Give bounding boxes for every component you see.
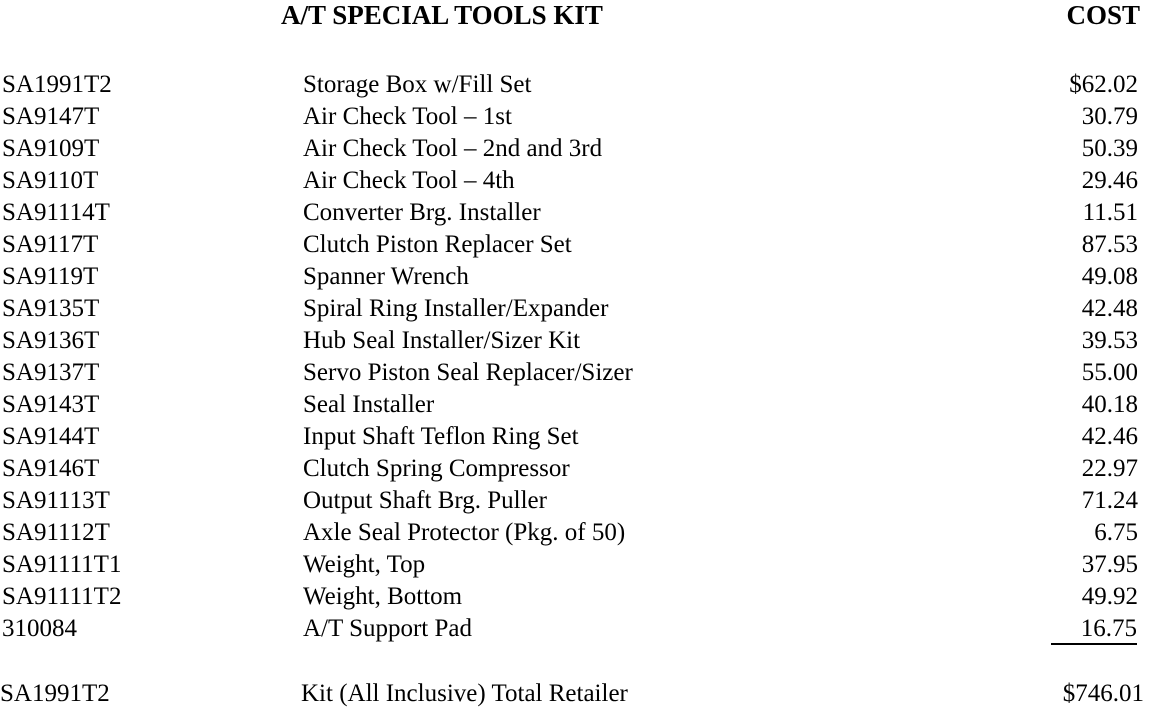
list-item — [0, 229, 1152, 261]
part-number: SA9110T — [2, 167, 99, 194]
list-item — [0, 101, 1152, 133]
kit-part-number: SA1991T2 — [0, 680, 110, 707]
kit-total-description: Kit (All Inclusive) Total Retailer — [301, 680, 628, 707]
part-cost: 50.39 — [1081, 135, 1138, 162]
part-number: 310084 — [2, 615, 77, 642]
part-cost: 55.00 — [1081, 359, 1138, 386]
list-item — [0, 389, 1152, 421]
list-item — [0, 421, 1152, 453]
list-item — [0, 69, 1152, 101]
list-item — [0, 549, 1152, 581]
cost-column-header: COST — [1066, 0, 1140, 30]
part-cost: 11.51 — [1082, 199, 1138, 226]
part-number: SA91111T2 — [2, 583, 122, 610]
part-cost: 87.53 — [1081, 231, 1138, 258]
part-description: Weight, Bottom — [303, 583, 463, 610]
part-number: SA91113T — [2, 487, 110, 514]
part-number: SA91112T — [2, 519, 110, 546]
part-cost: 37.95 — [1081, 551, 1138, 578]
part-cost: 49.08 — [1081, 263, 1138, 290]
part-number: SA9136T — [2, 327, 100, 354]
part-description: Weight, Top — [303, 551, 426, 578]
part-description: Servo Piston Seal Replacer/Sizer — [303, 359, 633, 386]
kit-total-row — [0, 678, 1152, 710]
kit-total-cost: $746.01 — [1062, 680, 1144, 707]
part-number: SA91114T — [2, 199, 110, 226]
part-number: SA9135T — [2, 295, 100, 322]
part-number: SA9146T — [2, 455, 100, 482]
list-item — [0, 197, 1152, 229]
part-cost: 42.48 — [1081, 295, 1138, 322]
part-cost: $62.02 — [1069, 71, 1138, 98]
part-cost: 49.92 — [1081, 583, 1138, 610]
part-cost: 6.75 — [1094, 519, 1138, 546]
part-cost: 29.46 — [1081, 167, 1138, 194]
part-number: SA9137T — [2, 359, 100, 386]
list-item — [0, 165, 1152, 197]
part-cost: 40.18 — [1081, 391, 1138, 418]
list-item — [0, 485, 1152, 517]
part-description: Spiral Ring Installer/Expander — [303, 295, 609, 322]
part-description: Spanner Wrench — [303, 263, 469, 290]
part-number: SA1991T2 — [2, 71, 112, 98]
part-description: Air Check Tool – 4th — [303, 167, 515, 194]
part-number: SA9144T — [2, 423, 100, 450]
part-cost: 71.24 — [1081, 487, 1138, 514]
part-cost: 42.46 — [1081, 423, 1138, 450]
list-item — [0, 357, 1152, 389]
page-title: A/T SPECIAL TOOLS KIT — [281, 0, 603, 30]
part-number: SA9143T — [2, 391, 100, 418]
part-description: Clutch Piston Replacer Set — [303, 231, 572, 258]
part-number: SA9109T — [2, 135, 100, 162]
list-item — [0, 133, 1152, 165]
part-cost: 30.79 — [1081, 103, 1138, 130]
part-number: SA91111T1 — [2, 551, 122, 578]
part-description: Air Check Tool – 1st — [303, 103, 512, 130]
part-cost: 16.75 — [1051, 615, 1137, 645]
list-item — [0, 261, 1152, 293]
part-description: Air Check Tool – 2nd and 3rd — [303, 135, 603, 162]
part-description: Converter Brg. Installer — [303, 199, 541, 226]
part-description: Clutch Spring Compressor — [303, 455, 570, 482]
part-description: Storage Box w/Fill Set — [303, 71, 532, 98]
list-item — [0, 581, 1152, 613]
list-item — [0, 453, 1152, 485]
part-description: A/T Support Pad — [303, 615, 472, 642]
part-description: Output Shaft Brg. Puller — [303, 487, 547, 514]
part-description: Input Shaft Teflon Ring Set — [303, 423, 579, 450]
part-number: SA9119T — [2, 263, 99, 290]
part-number: SA9147T — [2, 103, 100, 130]
list-item — [0, 517, 1152, 549]
part-description: Axle Seal Protector (Pkg. of 50) — [303, 519, 626, 546]
part-number: SA9117T — [2, 231, 99, 258]
list-item — [0, 293, 1152, 325]
part-cost: 39.53 — [1081, 327, 1138, 354]
list-item — [0, 325, 1152, 357]
tools-list — [0, 69, 1152, 645]
list-item — [0, 613, 1152, 645]
part-description: Seal Installer — [303, 391, 435, 418]
part-description: Hub Seal Installer/Sizer Kit — [303, 327, 581, 354]
part-cost: 22.97 — [1081, 455, 1138, 482]
